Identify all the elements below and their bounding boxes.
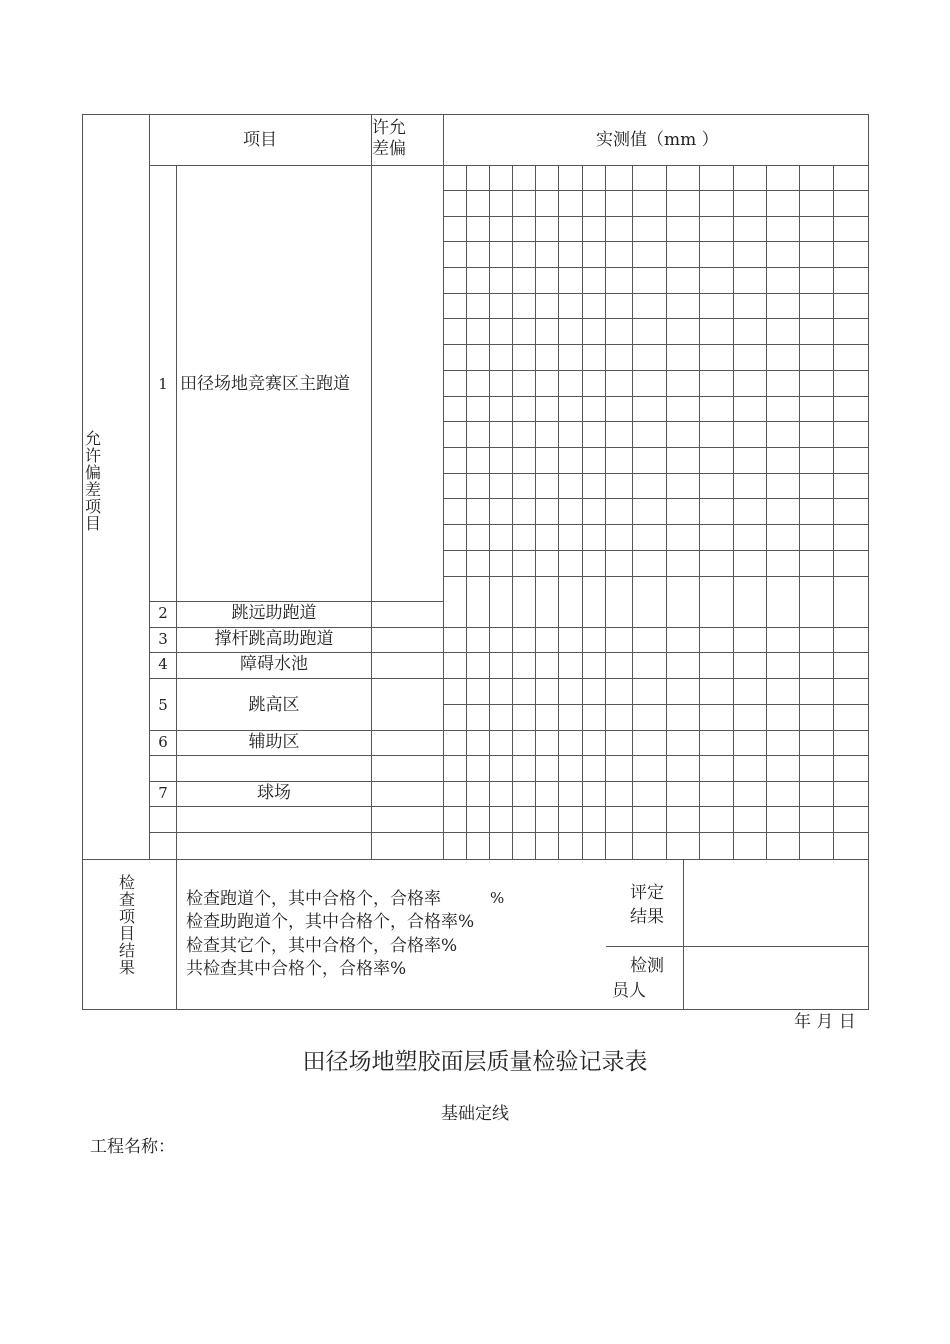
grid-row-line bbox=[443, 524, 869, 525]
grid-row-line bbox=[443, 806, 869, 807]
result-eval-line bbox=[683, 859, 684, 1010]
grid-row-line bbox=[443, 678, 869, 679]
row-no: 5 bbox=[158, 696, 168, 714]
row-no: 2 bbox=[158, 604, 168, 622]
grid-row-line bbox=[443, 344, 869, 345]
grid-row-line bbox=[443, 216, 869, 217]
row-line bbox=[149, 601, 444, 602]
col-line-item bbox=[371, 114, 372, 860]
row-line bbox=[149, 678, 444, 679]
header-item: 项目 bbox=[243, 130, 277, 150]
row-name: 球场 bbox=[257, 783, 291, 803]
result-percent: % bbox=[490, 889, 505, 907]
grid-row-line bbox=[443, 627, 869, 628]
row-name: 跳高区 bbox=[248, 695, 300, 715]
row-no: 6 bbox=[158, 733, 168, 751]
result-line: 检查其它个，其中合格个，合格率% bbox=[186, 936, 458, 956]
grid-row-line bbox=[443, 396, 869, 397]
grid-row-line bbox=[443, 447, 869, 448]
grid-row-line bbox=[443, 318, 869, 319]
grid-row-line bbox=[443, 267, 869, 268]
result-line: 共检查其中合格个，合格率% bbox=[186, 959, 407, 979]
row-line bbox=[149, 806, 444, 807]
table-border-bottom bbox=[82, 1009, 869, 1010]
grid-row-line bbox=[443, 652, 869, 653]
row-line bbox=[149, 730, 444, 731]
grid-row-line bbox=[443, 190, 869, 191]
header-allowance-line2: 差偏 bbox=[372, 139, 406, 159]
document-title: 田径场地塑胶面层质量检验记录表 bbox=[302, 1049, 648, 1075]
table-border-right bbox=[868, 114, 869, 1010]
header-bottom-line bbox=[149, 165, 869, 166]
row-name: 障碍水池 bbox=[240, 654, 308, 674]
grid-row-line bbox=[443, 370, 869, 371]
grid-row-line bbox=[443, 293, 869, 294]
inspector-label-line2: 员人 bbox=[612, 981, 646, 1001]
evaluation-label-line1: 评定 bbox=[630, 883, 664, 903]
row-name: 跳远助跑道 bbox=[231, 603, 317, 623]
result-label-line bbox=[176, 859, 177, 1010]
row-no: 7 bbox=[158, 784, 168, 802]
project-name-label: 工程名称： bbox=[90, 1137, 175, 1157]
grid-row-line bbox=[443, 755, 869, 756]
row-line bbox=[149, 755, 444, 756]
inspector-label-line1: 检测 bbox=[630, 956, 664, 976]
row-line bbox=[149, 627, 444, 628]
grid-row-line bbox=[443, 498, 869, 499]
grid-row-line bbox=[443, 704, 869, 705]
result-line: 检查助跑道个，其中合格个，合格率% bbox=[186, 912, 475, 932]
row-name: 辅助区 bbox=[248, 732, 300, 752]
header-measured: 实测值（mm ） bbox=[596, 130, 719, 150]
grid-row-line bbox=[443, 550, 869, 551]
date-label: 年 月 日 bbox=[794, 1012, 856, 1032]
col-line-allowance bbox=[443, 114, 444, 860]
grid-row-line bbox=[443, 781, 869, 782]
grid-row-line bbox=[443, 473, 869, 474]
grid-row-line bbox=[443, 576, 869, 577]
result-line: 检查跑道个，其中合格个，合格率 bbox=[186, 889, 441, 909]
header-allowance-line1: 许允 bbox=[372, 118, 406, 138]
result-label: 检查项目结果 bbox=[118, 873, 135, 977]
row-line bbox=[149, 832, 444, 833]
side-label: 允许偏差项目 bbox=[84, 429, 101, 533]
row-no: 3 bbox=[158, 630, 168, 648]
grid-row-line bbox=[443, 832, 869, 833]
grid-row-line bbox=[443, 241, 869, 242]
result-top-line bbox=[82, 859, 869, 860]
row-no: 1 bbox=[158, 375, 168, 393]
table-border-left bbox=[82, 114, 83, 1010]
grid-row-line bbox=[443, 730, 869, 731]
row-no: 4 bbox=[158, 655, 168, 673]
grid-row-line bbox=[443, 421, 869, 422]
row-name: 撑杆跳高助跑道 bbox=[214, 629, 334, 649]
result-mid-line bbox=[606, 946, 869, 947]
row-line bbox=[149, 781, 444, 782]
table-border-top bbox=[82, 114, 869, 115]
row-name: 田径场地竞赛区主跑道 bbox=[180, 374, 350, 394]
document-subtitle: 基础定线 bbox=[441, 1104, 509, 1124]
evaluation-label-line2: 结果 bbox=[630, 907, 664, 927]
row-line bbox=[149, 652, 444, 653]
